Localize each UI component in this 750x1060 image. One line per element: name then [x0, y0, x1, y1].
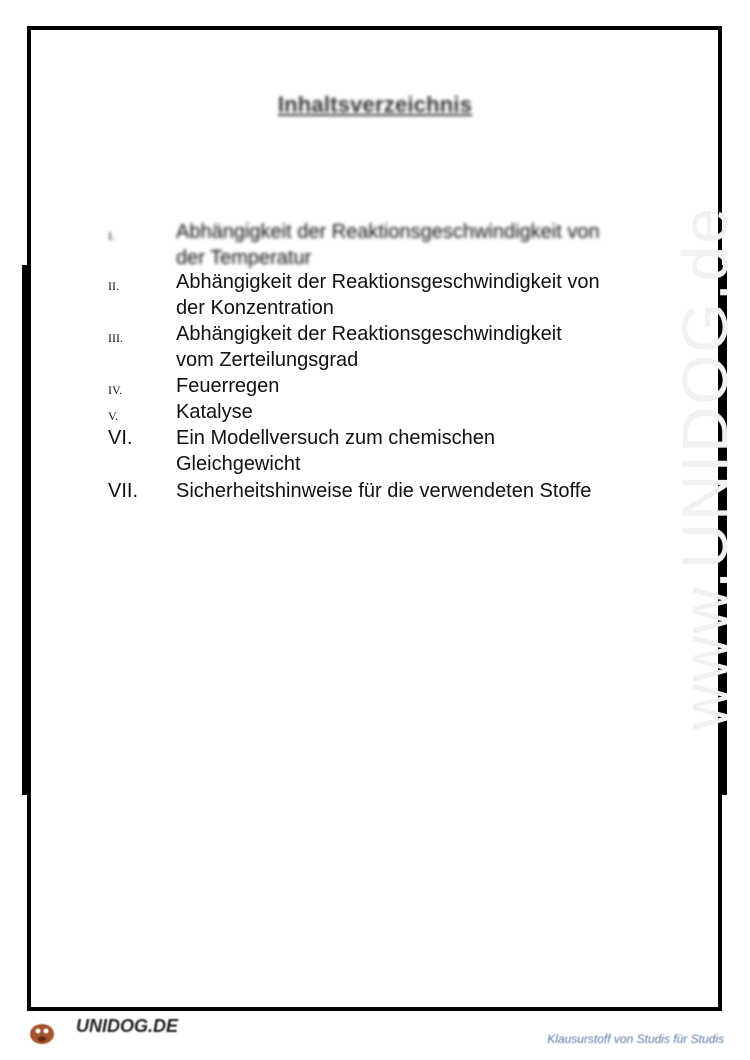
logo-text: UNIDOG.DE [76, 1016, 179, 1036]
toc-numeral: VII. [108, 480, 139, 502]
toc-text-line1: Abhängigkeit der Reaktionsgeschwindigkeit von [176, 271, 600, 293]
toc-text: Sicherheitshinweise für die verwendeten Stoffe [176, 480, 592, 502]
toc-numeral: V. [108, 409, 119, 423]
toc-text [176, 269, 696, 321]
page-title: Inhaltsverzeichnis [277, 92, 473, 117]
toc-text-line1: Abhängigkeit der Reaktionsgeschwindigkeit von [176, 221, 600, 243]
toc-text-line1: Ein Modellversuch zum chemischen [176, 427, 496, 449]
toc-text [176, 219, 696, 271]
toc-numeral: IV. [108, 383, 123, 397]
unidog-logo [24, 1014, 179, 1048]
toc-text [176, 321, 696, 373]
watermark: www.UNIDOG.de [669, 206, 741, 730]
toc-numeral: II. [108, 279, 119, 293]
toc-text: Katalyse [176, 401, 253, 423]
toc-text-line2: Gleichgewicht [176, 453, 301, 475]
toc-numeral: III. [108, 331, 123, 345]
footer-tagline: Klausurstoff von Studis für Studis [547, 1032, 724, 1046]
toc-text-line2: vom Zerteilungsgrad [176, 349, 359, 371]
toc-numeral: VI. [108, 427, 133, 449]
toc-text-line2: der Temperatur [176, 247, 312, 269]
toc-text: Feuerregen [176, 375, 280, 397]
toc-text-line1: Abhängigkeit der Reaktionsgeschwindigkeit [176, 323, 562, 345]
toc-numeral: I. [108, 229, 115, 243]
dog-mascot-icon [24, 1014, 64, 1048]
toc-text-line2: der Konzentration [176, 297, 334, 319]
toc-text [176, 425, 696, 477]
